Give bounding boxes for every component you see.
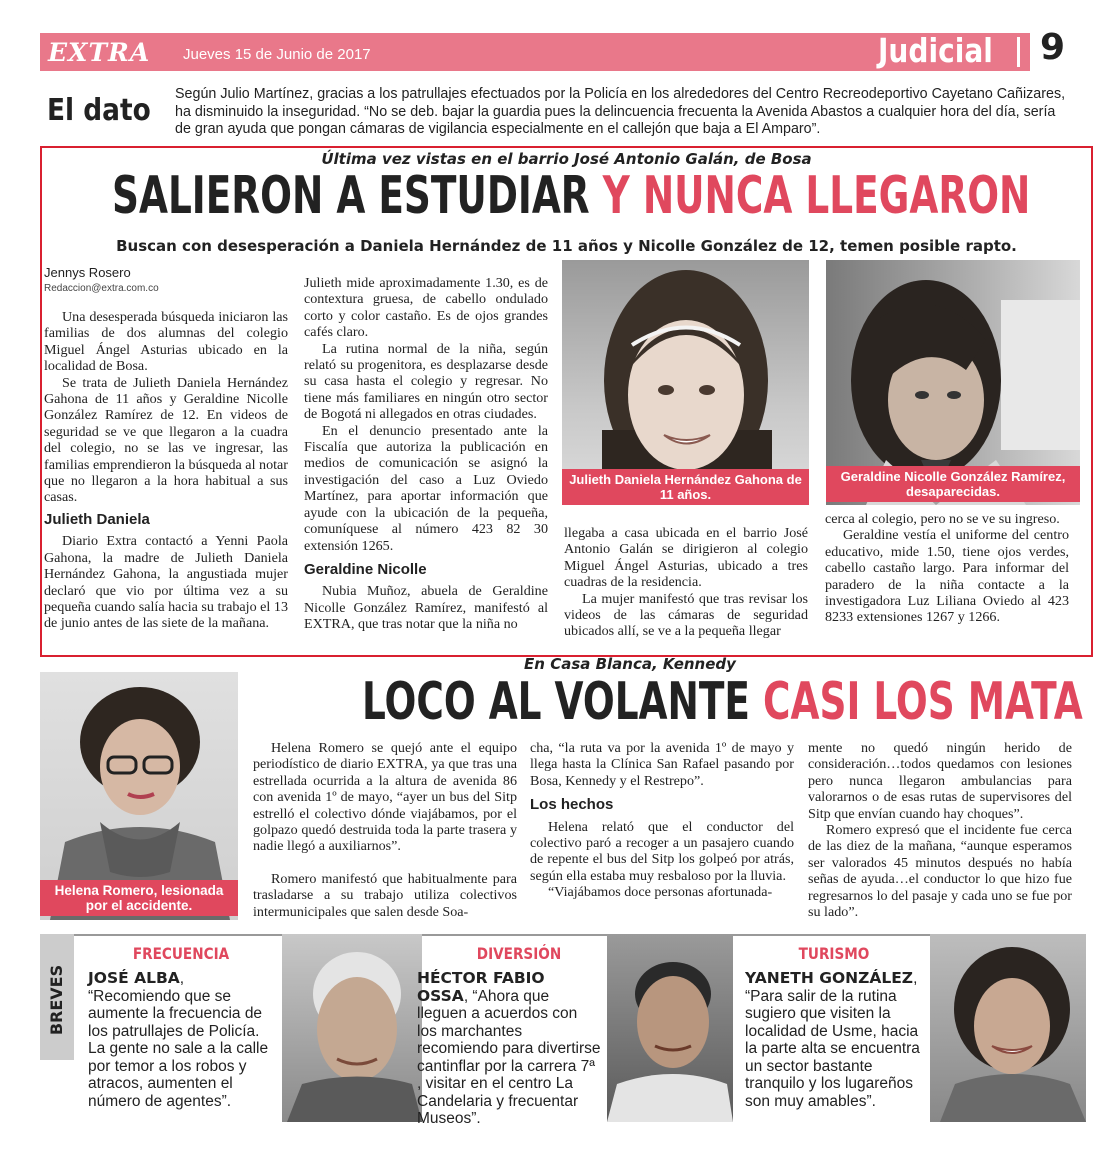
header-divider xyxy=(1017,37,1020,67)
photo-jose-alba xyxy=(282,934,422,1122)
story1-deck: Buscan con desesperación a Daniela Hernández de 11 años y Nicolle González de 12, temen posible rapto. xyxy=(116,237,1017,255)
paragraph: llegaba a casa ubicada en el barrio José Antonio Galán se dirigieron al colegio Miguel Ángel Asturias, ubicado a tres cuadras de la residencia. xyxy=(564,525,808,591)
dato-label: El dato xyxy=(47,93,151,128)
story1-column-2 xyxy=(304,275,548,633)
breve-body: , “Recomiendo que se aumente la frecuencia de los patrullajes de Policía. La gente no sale a la calle por temor a los robos y atracos, aumenten el número de agentes”. xyxy=(88,970,269,1110)
story1-column-3 xyxy=(564,525,808,640)
story2-headline xyxy=(362,672,1083,732)
caption-helena: Helena Romero, lesionada por el accidente. xyxy=(40,880,238,916)
caption-julieth: Julieth Daniela Hernández Gahona de 11 años. xyxy=(562,469,809,505)
story2-column-1 xyxy=(253,740,517,920)
subheading-los-hechos: Los hechos xyxy=(530,796,614,814)
story2-headline-black: LOCO AL VOLANTE xyxy=(362,672,750,732)
paragraph: Diario Extra contactó a Yenni Paola Gahona, la madre de Julieth Daniela Hernández Gahona, la angustiada mujer declaró que vio por última vez a su pequeña cuando salía hacia su trabajo el 13 de junio antes de las siete de la mañana. xyxy=(44,533,288,632)
byline: Jennys Rosero xyxy=(44,265,131,280)
paragraph: cha, “la ruta va por la avenida 1º de mayo y llega hasta la Clínica San Rafael pasando por Bosa, Kennedy y el Restrepo”. xyxy=(530,740,794,789)
breve-name: JOSÉ ALBA xyxy=(88,969,180,987)
paragraph: Helena Romero se quejó ante el equipo periodístico de diario EXTRA, ya que tras una estrellada ocurrida a la altura de avenida 86 con avenida 1º de mayo, “ayer un bus del Sitp estrelló el colectivo dónde viajábamos, por el golpazo quedó destruida toda la parte trasera y nadie llegó a auxiliarnos”. xyxy=(253,740,517,855)
paragraph: La mujer manifestó que tras revisar los videos de las cámaras de seguridad ubicados allí, se ve a la pequeña llegar xyxy=(564,590,808,640)
story1-kicker: Última vez vistas en el barrio José Antonio Galán, de Bosa xyxy=(321,150,812,168)
story1-column-4 xyxy=(825,511,1069,626)
dato-text: Según Julio Martínez, gracias a los patrullajes efectuados por la Policía en los alrededores del Centro Recreodeportivo Cayetano Cañizares, ha disminuido la inseguridad. “No se deb. bajar la guardia pues la delincuencia frecuenta la Avenida Abastos a cualquier hora del día, sería de gran ayuda que pongan cámaras de vigilancia especialmente en el callejón que baja a El Amparo”. xyxy=(175,86,1066,137)
paragraph: mente no quedó ningún herido de consideración…todos quedamos con lesiones pero nunca llegaron ambulancias para valorarnos o de esas rutas de supervisores del Sitp que envían cuando hay choques”. xyxy=(808,740,1072,822)
subheading-julieth: Julieth Daniela xyxy=(44,510,150,528)
story1-column-1 xyxy=(44,309,288,632)
breves-label: BREVES xyxy=(47,964,66,1036)
page-number: 9 xyxy=(1030,27,1075,71)
breve-name: YANETH GONZÁLEZ xyxy=(745,969,914,987)
breve-text-3 xyxy=(745,970,925,1110)
paragraph: La rutina normal de la niña, según relató su progenitora, es desplazarse desde su casa hasta el colegio y regresar. No tiene más familiares en ningún otro sector de Bogotá ni allegados en otras ciudades. xyxy=(304,340,548,423)
section-title: Judicial xyxy=(878,31,993,70)
breve-title-turismo: TURISMO xyxy=(798,944,870,963)
photo-hector-ossa xyxy=(607,934,733,1122)
subheading-geraldine: Geraldine Nicolle xyxy=(304,560,427,578)
paragraph: En el denuncio presentado ante la Fiscalía que autoriza la publicación en medios de comunicación se asignó la investigación del caso a Luz Oviedo Martínez, para aportar información que ayude con la ubicación de la pequeña, comuníquese al número 423 82 30 extensión 1265. xyxy=(304,422,548,554)
story2-headline-red: CASI LOS MATA xyxy=(763,672,1083,732)
issue-date: Jueves 15 de Junio de 2017 xyxy=(183,46,371,63)
breve-title-frecuencia: FRECUENCIA xyxy=(132,944,230,963)
breve-text-2 xyxy=(417,970,601,1128)
paragraph: Julieth mide aproximadamente 1.30, es de contextura gruesa, de cabello ondulado corto y color castaño. Es de ojos grandes cafés claro. xyxy=(304,275,548,341)
paragraph: cerca al colegio, pero no se ve su ingreso. xyxy=(825,511,1060,527)
paragraph: Se trata de Julieth Daniela Hernández Gahona de 11 años y Geraldine Nicolle González Ramírez de 12. En videos de seguridad se ve que llegaron a la cuadra del colegio, no se las ve ingresar, las familias emprendieron la búsqueda al notar que no llegaron a la hora habitual a sus casas. xyxy=(44,374,288,506)
caption-geraldine: Geraldine Nicolle González Ramírez, desaparecidas. xyxy=(826,466,1080,502)
breve-name: HÉCTOR FABIO OSSA xyxy=(417,969,545,1005)
paragraph: Geraldine vestía el uniforme del centro educativo, mide 1.50, tiene ojos verdes, cabello castaño largo. Para informar del paradero de la niña contacte a la investigadora Luz Liliana Oviedo al 423 8233 extensiones 1267 y 1266. xyxy=(825,527,1069,626)
paragraph: “Viajábamos doce personas afortunada- xyxy=(548,884,773,901)
paragraph: Helena relató que el conductor del colectivo paró a recoger a un pasajero cuando de repente el bus del Sitp los golpeó por atrás, según ella estaba muy resbaloso por la lluvia. xyxy=(530,818,794,884)
photo-yaneth-gonzalez xyxy=(930,934,1086,1122)
byline-email: Redaccion@extra.com.co xyxy=(44,283,159,294)
breve-body: , “Para salir de la rutina sugiero que visiten la localidad de Usme, hacia la parte alta se encuentra un sector bastante tranquilo y los lugareños son muy amables”. xyxy=(745,970,920,1110)
story1-headline-red: Y NUNCA LLEGARON xyxy=(602,166,1031,226)
portrait-man-1 xyxy=(282,934,422,1122)
portrait-woman-2 xyxy=(930,934,1086,1122)
breve-text-1 xyxy=(88,970,278,1110)
story2-column-3 xyxy=(808,740,1072,920)
paragraph: Una desesperada búsqueda iniciaron las familias de dos alumnas del colegio Miguel Ángel Asturias ubicado en la localidad de Bosa. xyxy=(44,309,288,375)
story1-headline-black: SALIERON A ESTUDIAR xyxy=(112,166,590,226)
breve-body: , “Ahora que lleguen a acuerdos con los marchantes recomiendo para divertirse cantinflar por la carrera 7ª , visitar en el centro La Candelaria y frecuentar Museos”. xyxy=(417,987,601,1127)
paragraph: Romero expresó que el incidente fue cerca de las diez de la mañana, “aunque esperamos ser valorados 45 minutos después no había señas de ayuda…el conductor lo que hizo fue regresarnos lo del pasaje y cada uno se fue por su lado”. xyxy=(808,822,1072,921)
breve-title-diversion: DIVERSIÓN xyxy=(476,944,562,963)
paragraph: Nubia Muñoz, abuela de Geraldine Nicolle González Ramírez, manifestó al EXTRA, que tras notar que la niña no xyxy=(304,583,548,633)
newspaper-logo: EXTRA xyxy=(48,38,151,67)
paragraph: Romero manifestó que habitualmente para trasladarse a su trabajo utiliza colectivos intermunicipales que salen desde Soa- xyxy=(253,870,517,920)
story2-column-2 xyxy=(530,740,794,901)
story2-kicker: En Casa Blanca, Kennedy xyxy=(524,655,736,673)
portrait-man-2 xyxy=(607,934,733,1122)
story1-headline xyxy=(112,166,1030,226)
